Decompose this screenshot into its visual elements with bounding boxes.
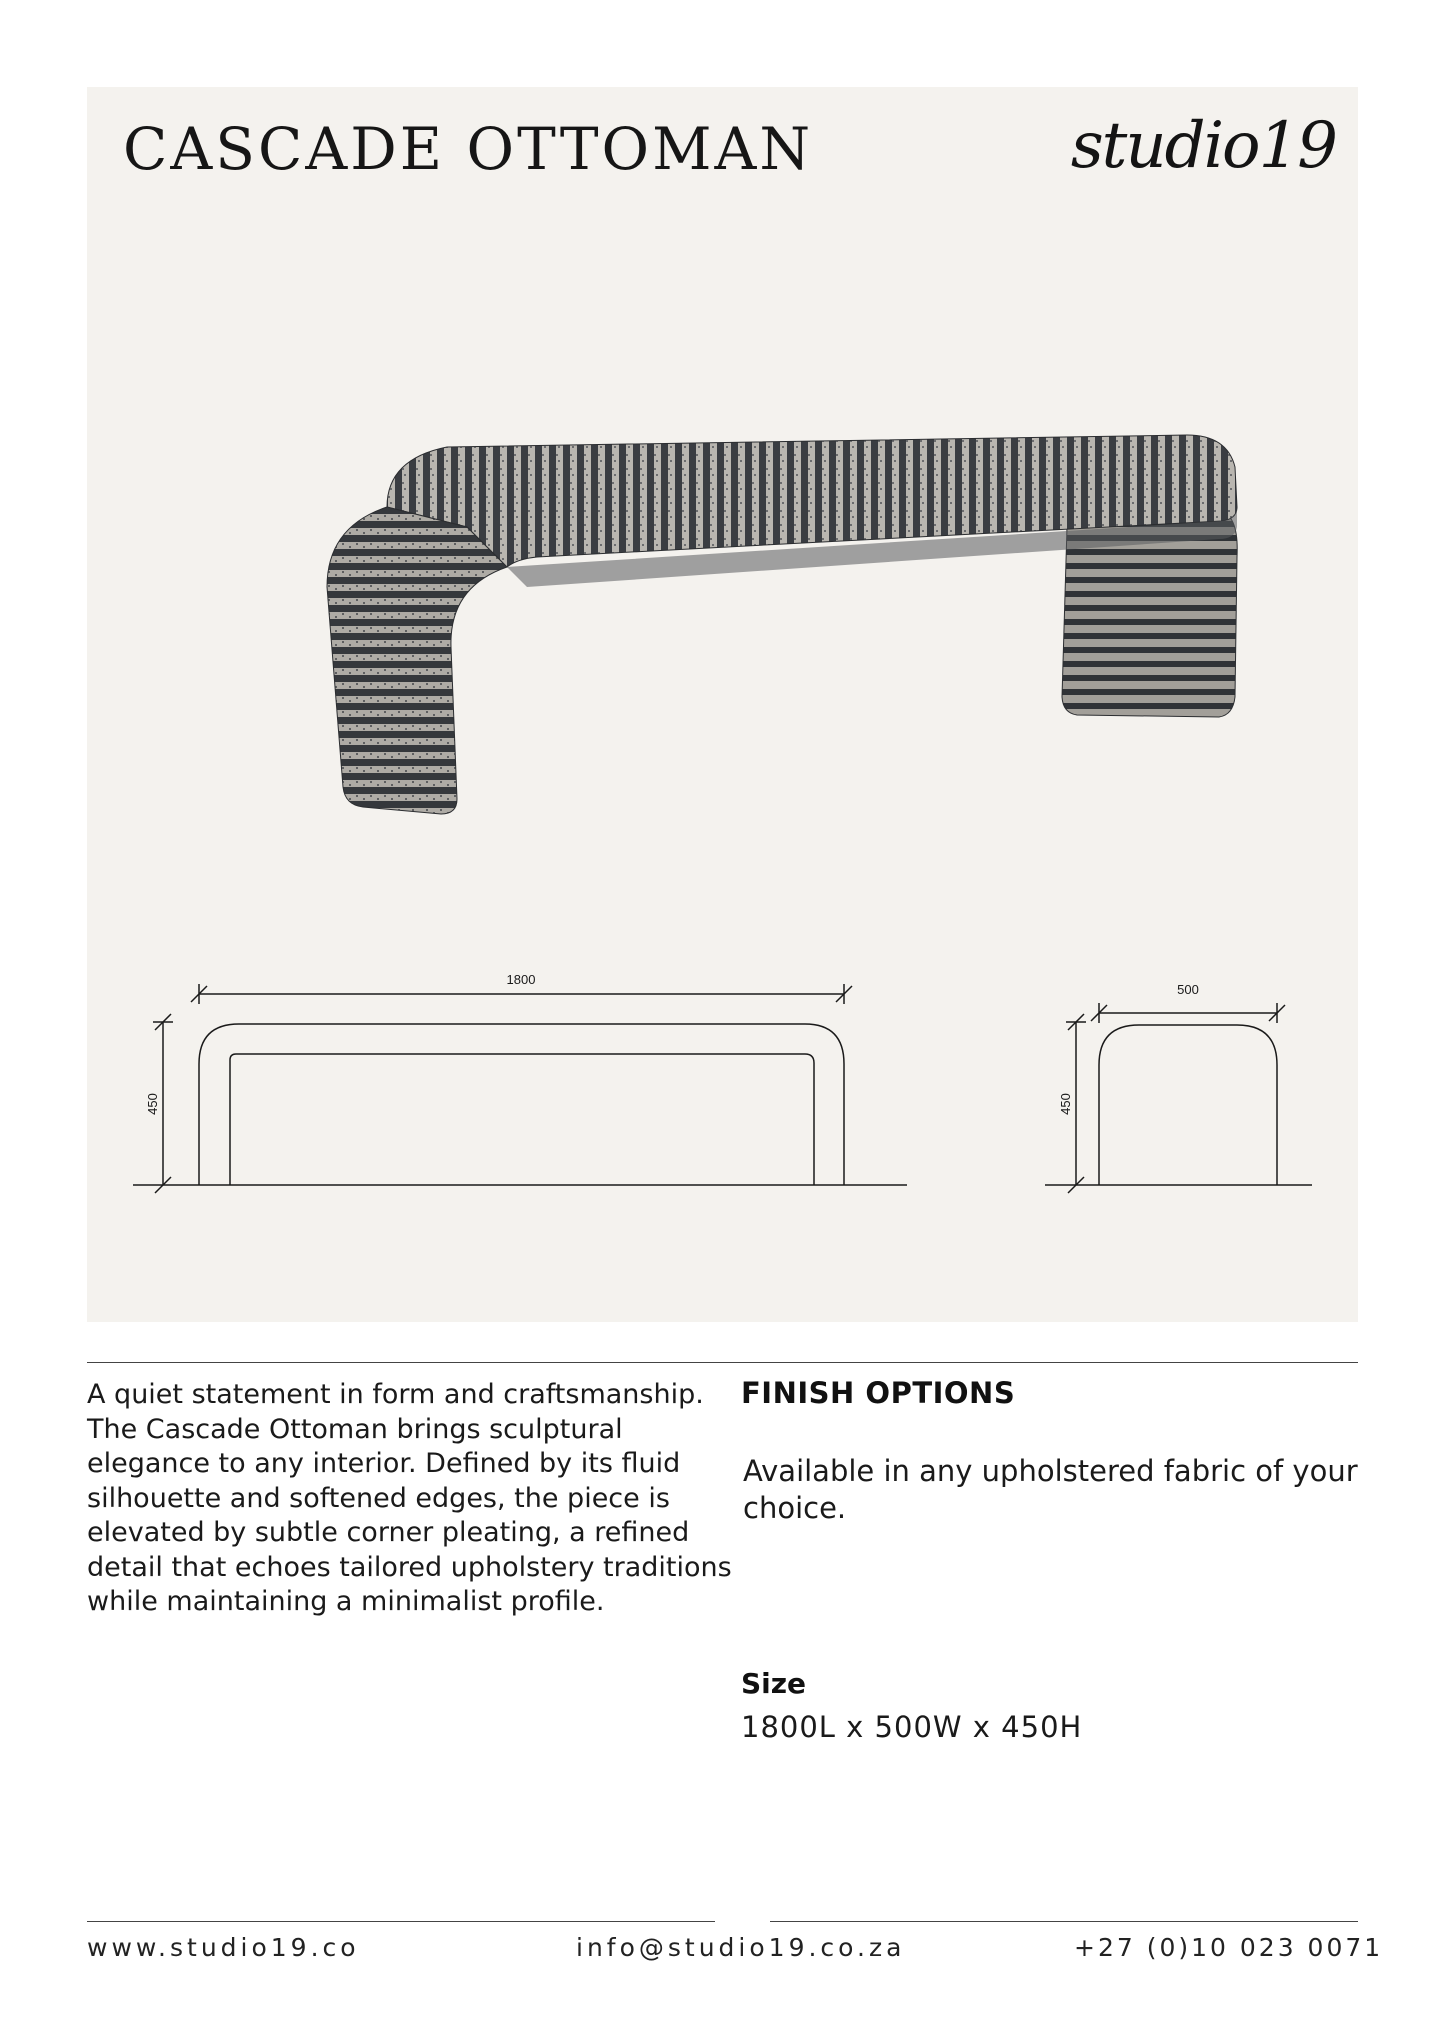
- ottoman-photo: [327, 435, 1237, 814]
- footer-website-link[interactable]: www.studio19.co: [87, 1933, 360, 1962]
- footer-phone-link[interactable]: +27 (0)10 023 0071: [1074, 1933, 1384, 1962]
- product-illustration: [87, 87, 1358, 1322]
- side-elevation-drawing: [1045, 1003, 1312, 1193]
- brand-logo: studio19: [1070, 109, 1336, 183]
- side-height-label: 450: [1058, 1093, 1073, 1115]
- front-height-label: 450: [145, 1093, 160, 1115]
- size-label: Size: [741, 1667, 807, 1700]
- footer-divider-right: [770, 1921, 1358, 1922]
- product-hero: [87, 87, 1358, 1322]
- side-width-label: 500: [1177, 982, 1199, 997]
- footer-email-link[interactable]: info@studio19.co.za: [576, 1933, 906, 1962]
- front-length-label: 1800: [506, 972, 536, 987]
- front-elevation-drawing: [133, 984, 907, 1193]
- footer-divider-left: [87, 1921, 715, 1922]
- section-divider: [87, 1362, 1358, 1363]
- product-description: A quiet statement in form and craftsmanship. The Cascade Ottoman brings sculptural elegance to any interior. Defined by its fluid silhouette and softened edges, the piece is elevated by subtle corner pleating, a refined detail that echoes tailored upholstery traditions while maintaining a minimalist profile.: [87, 1379, 732, 1617]
- finish-options-heading: FINISH OPTIONS: [741, 1376, 1016, 1410]
- finish-options-text: Available in any upholstered fabric of your choice.: [743, 1454, 1358, 1525]
- product-title: CASCADE OTTOMAN: [123, 115, 814, 183]
- size-value: 1800L x 500W x 450H: [741, 1710, 1083, 1744]
